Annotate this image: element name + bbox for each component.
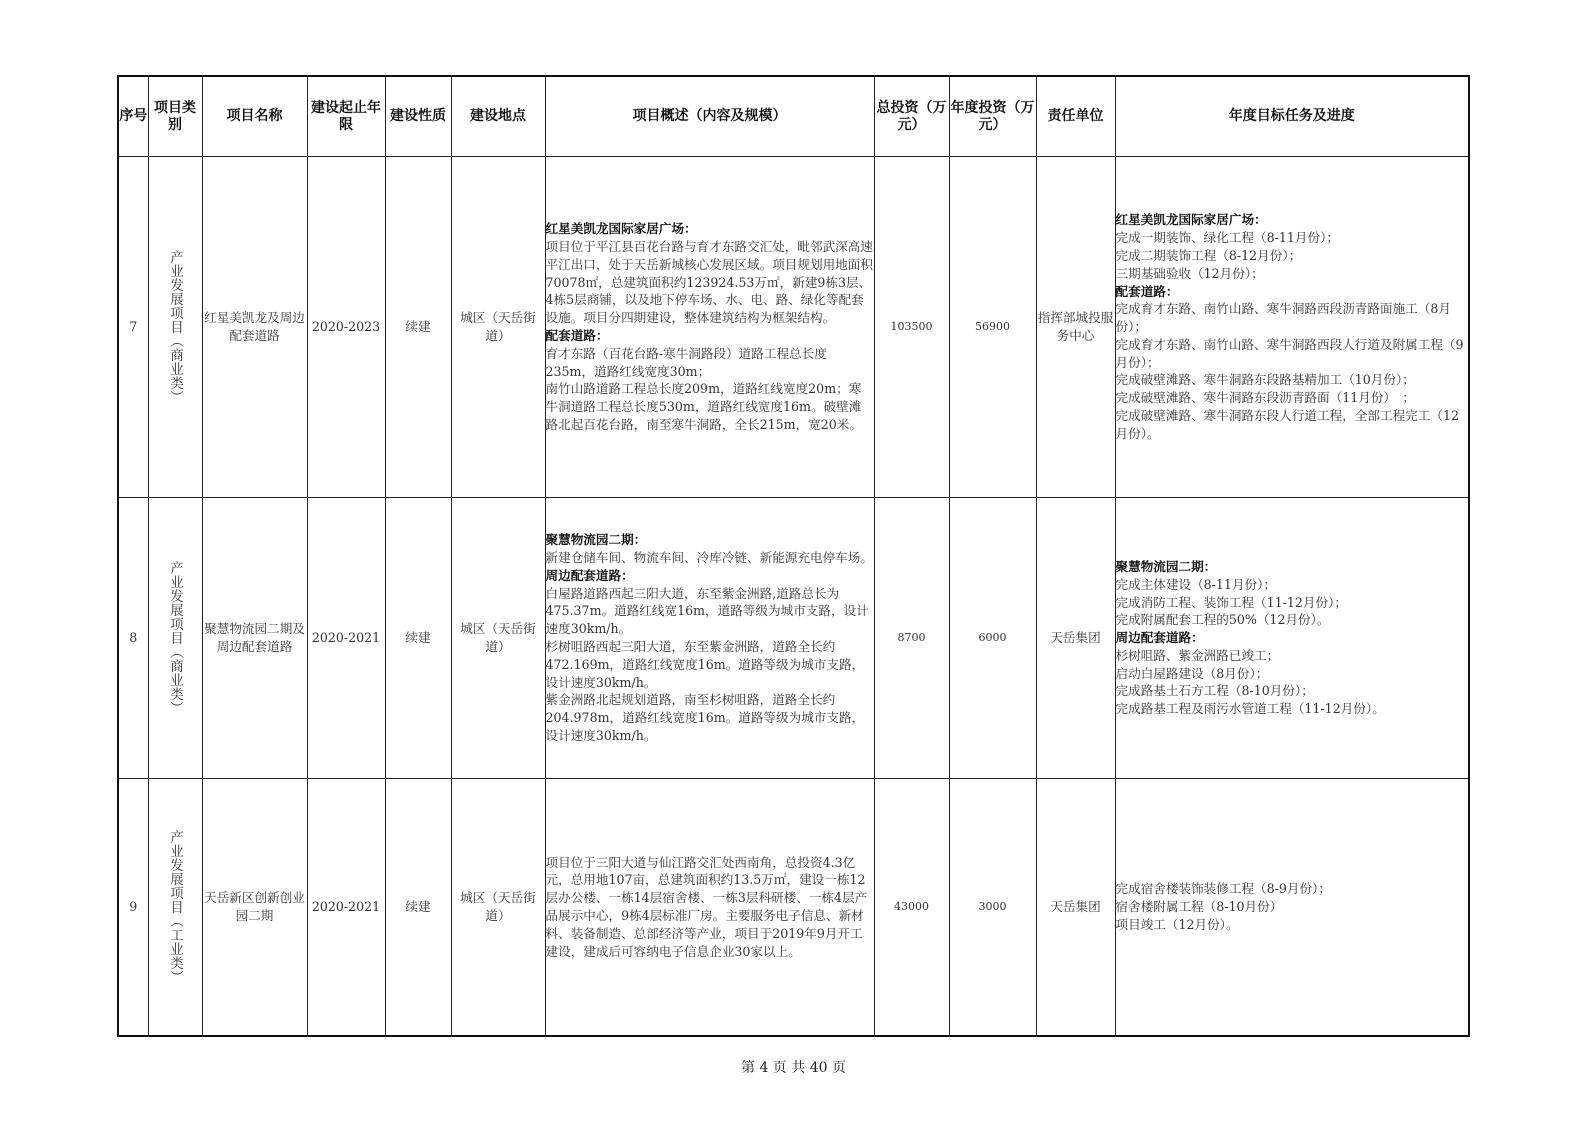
row-category (148, 779, 202, 1037)
row-tasks (1115, 779, 1469, 1037)
row-location: 城区（天岳街道） (451, 157, 545, 498)
row-tasks (1115, 498, 1469, 779)
row-category-text: 产业发展项目（商业类） (167, 250, 183, 404)
overview-line: 育才东路（百花台路-寒牛洞路段）道路工程总长度235m，道路红线宽度30m； (545, 345, 827, 379)
task-line: 启动白屋路建设（8月份）； (1115, 665, 1269, 681)
header-unit: 责任单位 (1036, 76, 1115, 157)
row-unit: 指挥部城投服务中心 (1036, 157, 1115, 498)
task-line: 完成破壁滩路、寒牛洞路东段人行道工程，全部工程完工（12月份）。 (1115, 408, 1459, 441)
task-line: 完成一期装饰、绿化工程（8-11月份）； (1115, 230, 1339, 246)
row-location: 城区（天岳街道） (451, 498, 545, 779)
overview-line: 紫金洲路北起规划道路，南至杉树咀路，道路全长约204.978m，道路红线宽度16m。道路等级为城市支路，设计速度30km/h。 (545, 692, 865, 743)
row-nature: 续建 (385, 498, 451, 779)
row-seq: 9 (118, 779, 148, 1037)
overview-line: 项目位于三阳大道与仙江路交汇处西南角，总投资4.3亿元，总用地107亩，总建筑面积约13.5万㎡，建设一栋12层办公楼、一栋14层宿舍楼、一栋3层科研楼、一栋4层产品展示中心，9栋4层标准厂房。主要服务电子信息、新材料、装备制造、总部经济等产业，项目于2019年9月开工建设，建成后可容纳电子信息企业30家以上。 (545, 854, 868, 959)
header-location: 建设地点 (451, 76, 545, 157)
row-overview (545, 779, 874, 1037)
header-name: 项目名称 (202, 76, 307, 157)
row-overview (545, 498, 874, 779)
task-line: 完成二期装饰工程（8-12月份）； (1115, 247, 1302, 263)
row-seq: 8 (118, 498, 148, 779)
task-line: 宿舍楼附属工程（8-10月份） (1115, 899, 1283, 915)
row-total-invest: 8700 (874, 498, 949, 779)
page-footer: 第 4 页 共 40 页 (741, 1060, 846, 1076)
task-line: 完成宿舍楼装饰装修工程（8-9月份）； (1115, 881, 1331, 897)
row-annual-invest: 6000 (949, 498, 1036, 779)
row-location: 城区（天岳街道） (451, 779, 545, 1037)
task-line: 杉树咀路、紫金洲路已竣工； (1115, 647, 1280, 663)
overview-line: 红星美凯龙国际家居广场： (545, 221, 697, 237)
task-line: 完成育才东路、南竹山路、寒牛洞路西段沥青路面施工（8月份）； (1115, 301, 1451, 335)
row-category (148, 498, 202, 779)
row-nature: 续建 (385, 779, 451, 1037)
row-nature: 续建 (385, 157, 451, 498)
table-row (118, 779, 1469, 1037)
task-line: 红星美凯龙国际家居广场： (1115, 212, 1267, 228)
table-row (118, 157, 1469, 498)
task-line: 周边配套道路： (1115, 630, 1204, 646)
row-annual-invest: 3000 (949, 779, 1036, 1037)
row-unit: 天岳集团 (1036, 779, 1115, 1037)
row-name: 红星美凯龙及周边配套道路 (202, 157, 307, 498)
task-line: 三期基础验收（12月份）； (1115, 265, 1264, 281)
overview-line: 新建仓储车间、物流车间、冷库冷链、新能源充电停车场。 (545, 550, 873, 566)
task-line: 完成路基土石方工程（8-10月份）； (1115, 683, 1314, 699)
row-period: 2020-2023 (307, 157, 385, 498)
row-name: 天岳新区创新创业园二期 (202, 779, 307, 1037)
task-line: 完成育才东路、南竹山路、寒牛洞路西段人行道及附属工程（9月份）； (1115, 336, 1464, 370)
task-line: 完成消防工程、装饰工程（11-12月份）； (1115, 594, 1348, 610)
overview-line: 周边配套道路： (545, 567, 634, 583)
overview-line: 白屋路道路西起三阳大道，东至紫金洲路,道路总长为475.37m。道路红线宽16m，道路等级为城市支路，设计速度30km/h。 (545, 585, 869, 637)
row-seq: 7 (118, 157, 148, 498)
task-line: 完成破壁滩路、寒牛洞路东段路基精加工（10月份）； 完成破壁滩路、寒牛洞路东段沥青路面（11月份） ； (1115, 372, 1510, 406)
overview-line: 杉树咀路西起三阳大道，东至紫金洲路，道路全长约472.169m，道路红线宽度16m。道路等级为城市支路，设计速度30km/h。 (545, 639, 865, 690)
row-overview (545, 157, 874, 498)
task-line: 完成路基工程及雨污水管道工程（11-12月份）。 (1115, 701, 1385, 717)
header-total-invest: 总投资（万元） (874, 76, 949, 157)
row-period: 2020-2021 (307, 779, 385, 1037)
header-seq: 序号 (118, 76, 148, 157)
task-line: 配套道路： (1115, 283, 1179, 299)
header-overview: 项目概述（内容及规模） (545, 76, 874, 157)
task-line: 聚慧物流园二期： (1115, 558, 1217, 574)
row-period: 2020-2021 (307, 498, 385, 779)
row-category (148, 157, 202, 498)
row-tasks (1115, 157, 1510, 498)
header-period: 建设起止年限 (307, 76, 385, 157)
row-category-text: 产业发展项目（工业类） (167, 830, 183, 984)
row-total-invest: 43000 (874, 779, 949, 1037)
overview-line: 配套道路： (545, 328, 609, 343)
overview-line: 南竹山路道路工程总长度209m，道路红线宽度20m；寒牛洞道路工程总长度530m，道路红线宽度16m。破壁滩路北起百花台路，南至寒牛洞路，全长215m，宽20米。 (545, 381, 862, 432)
header-annual-invest: 年度投资（万元） (949, 76, 1036, 157)
overview-line: 聚慧物流园二期： (545, 532, 647, 548)
header-nature: 建设性质 (385, 76, 451, 157)
header-tasks: 年度目标任务及进度 (1115, 76, 1469, 157)
row-category-text: 产业发展项目（商业类） (167, 561, 183, 715)
table-row (118, 498, 1469, 779)
row-name: 聚慧物流园二期及周边配套道路 (202, 498, 307, 779)
header-category: 项目类别 (148, 76, 202, 157)
overview-line: 项目位于平江县百花台路与育才东路交汇处，毗邻武深高速平江出口，处于天岳新城核心发展区域。项目规划用地面积70078㎡，总建筑面积约123924.53万㎡，新建9栋3层、4栋5层商铺，以及地下停车场、水、电、路、绿化等配套设施。项目分四期建设，整体建筑结构为框架结构。 (545, 239, 873, 326)
project-table (117, 75, 1510, 1037)
row-annual-invest: 56900 (949, 157, 1036, 498)
task-line: 项目竣工（12月份）。 (1115, 916, 1239, 932)
row-unit: 天岳集团 (1036, 498, 1115, 779)
header-row (118, 76, 1469, 157)
task-line: 完成主体建设（8-11月份）； (1115, 576, 1277, 592)
task-line: 完成附属配套工程的50%（12月份）。 (1115, 612, 1330, 628)
row-total-invest: 103500 (874, 157, 949, 498)
